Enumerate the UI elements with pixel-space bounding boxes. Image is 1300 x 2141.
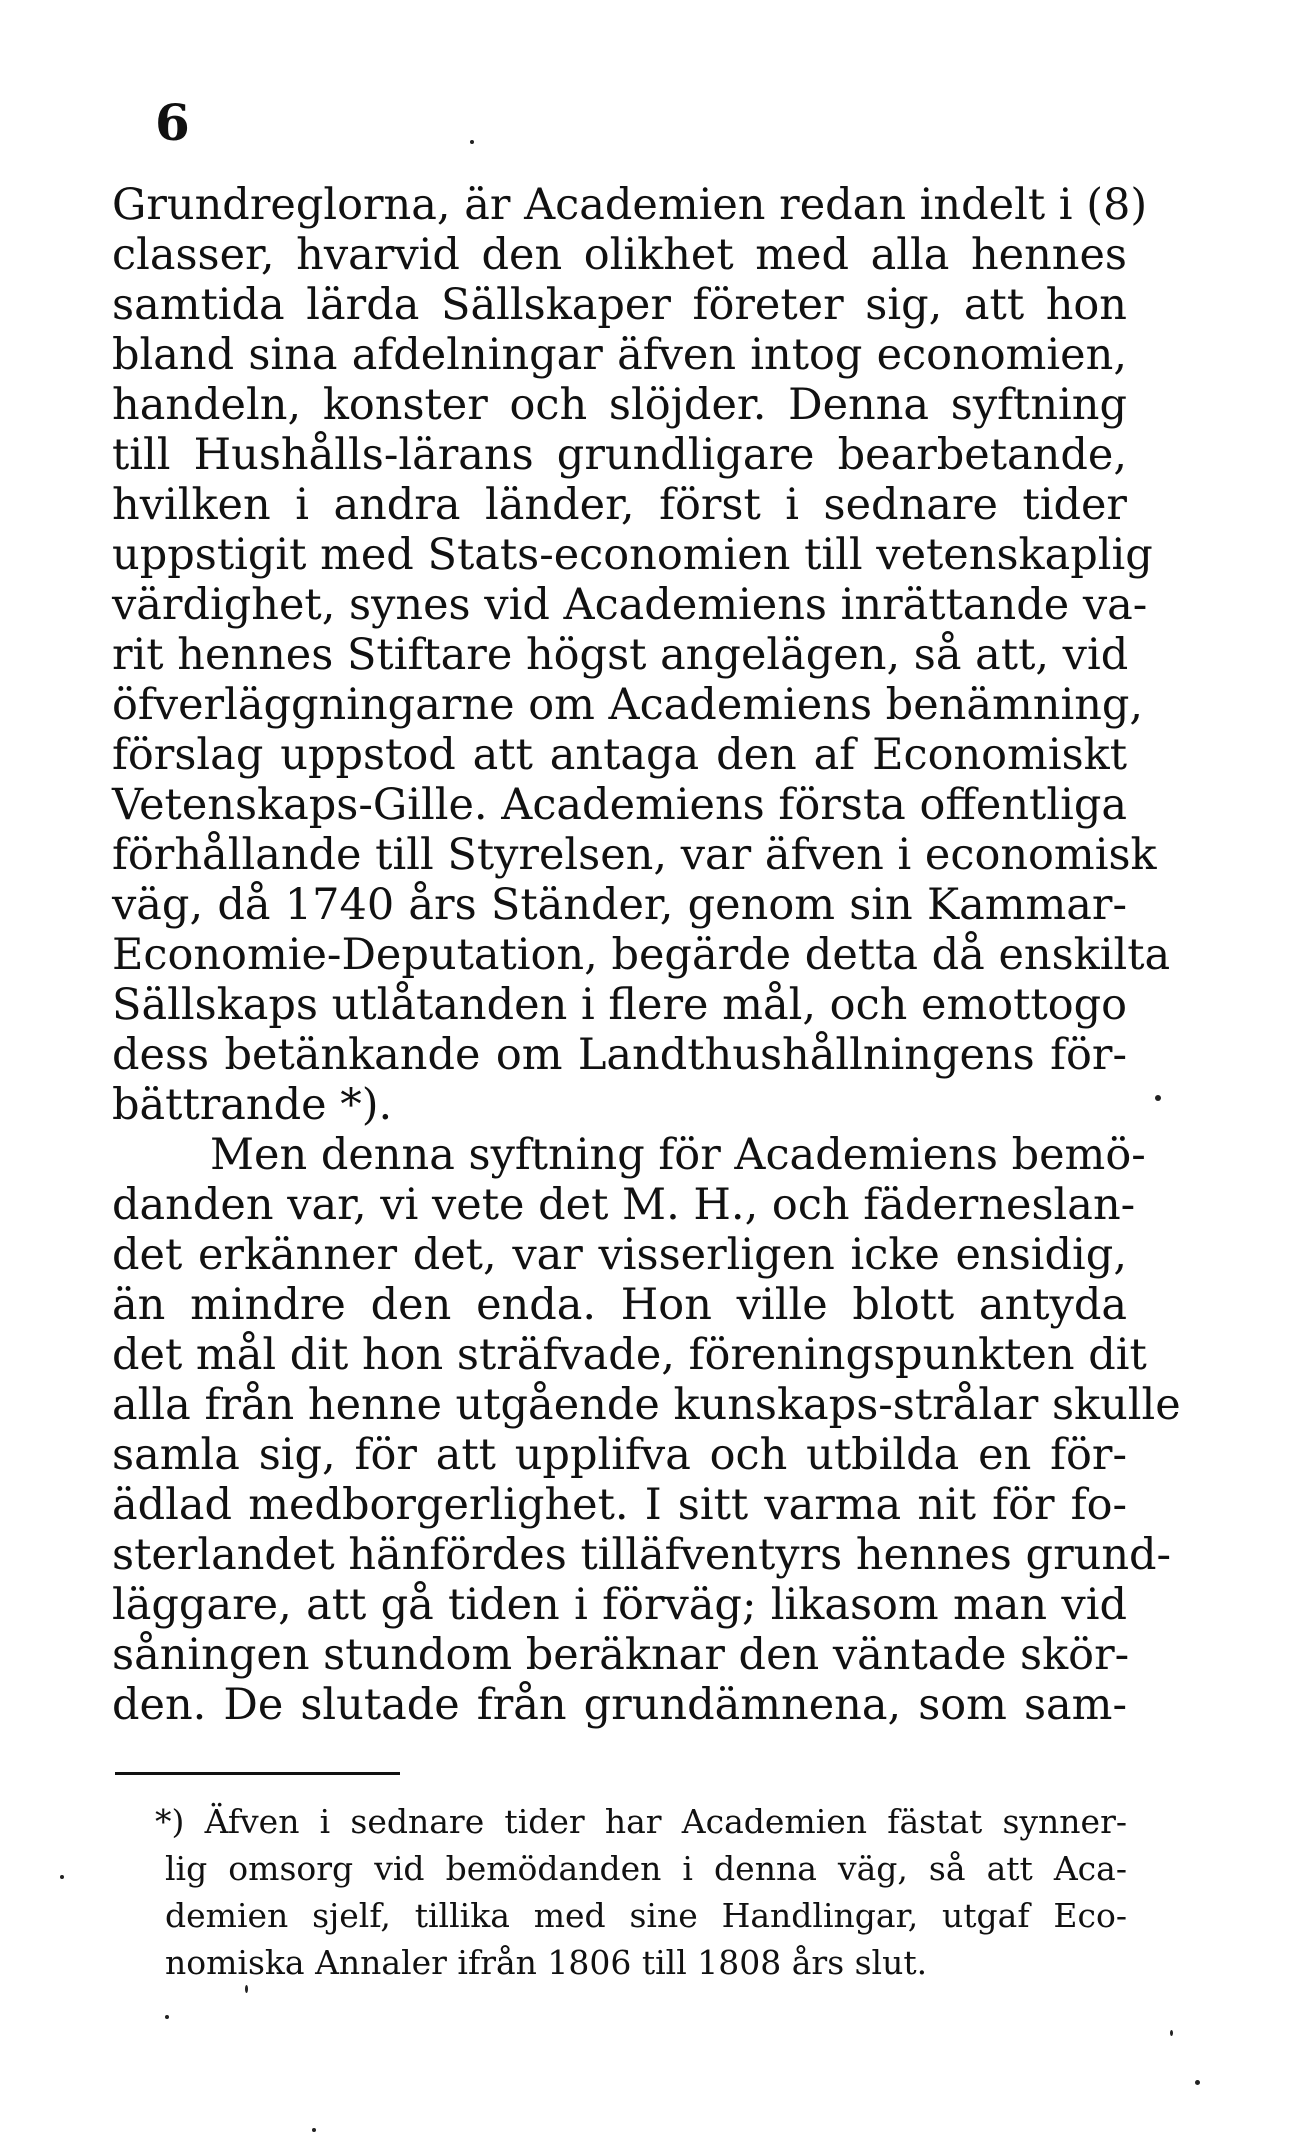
text-line: till Hushålls-lärans grundligare bearbetande, [112,430,1127,480]
scan-speck [470,140,474,144]
text-line: uppstigit med Stats-economien till vetenskaplig [112,530,1153,580]
text-line: rit hennes Stiftare högst angelägen, så att, vid [112,630,1129,680]
page-number: 6 [155,93,190,152]
text-line: värdighet, synes vid Academiens inrättande va- [112,580,1148,630]
body-text [112,180,1181,1730]
text-line: öfverläggningarne om Academiens benämning, [112,680,1144,730]
text-line: Men denna syftning för Academiens bemö- [210,1130,1146,1180]
text-line: än mindre den enda. Hon ville blott antyda [112,1280,1127,1330]
text-line: handeln, konster och slöjder. Denna syftning [112,380,1127,430]
scan-speck [1195,2080,1200,2085]
scan-speck [312,2128,316,2132]
footnote-line: *) Äfven i sednare tider har Academien fästat synner- [155,1802,1127,1841]
text-line: det mål dit hon sträfvade, föreningspunkten dit [112,1330,1147,1380]
text-line: bland sina afdelningar äfven intog economien, [112,330,1127,380]
footnote-line: nomiska Annaler ifrån 1806 till 1808 års slut. [165,1943,928,1982]
text-line: såningen stundom beräknar den väntade skör- [112,1630,1130,1680]
text-line: förslag uppstod att antaga den af Economiskt [112,730,1127,780]
text-line: Sällskaps utlåtanden i flere mål, och emottogo [112,980,1127,1030]
footnote-divider [115,1772,400,1775]
text-line: den. De slutade från grundämnena, som sam- [112,1680,1127,1730]
scan-speck [245,1985,248,1993]
text-line: läggare, att gå tiden i förväg; likasom man vid [112,1580,1127,1630]
text-line: väg, då 1740 års Ständer, genom sin Kammar- [112,880,1127,930]
text-line: alla från henne utgående kunskaps-strålar skulle [112,1380,1181,1430]
footnote [155,1798,1127,1986]
text-line: bättrande *). [112,1080,393,1130]
scan-speck [1155,1095,1161,1101]
text-line: danden var, vi vete det M. H., och fäderneslan- [112,1180,1136,1230]
text-line: Grundreglorna, är Academien redan indelt i (8) [112,180,1148,230]
footnote-line: demien sjelf, tillika med sine Handlingar, utgaf Eco- [165,1896,1127,1935]
text-line: hvilken i andra länder, först i sednare tider [112,480,1127,530]
text-line: Economie-Deputation, begärde detta då enskilta [112,930,1171,980]
text-line: dess betänkande om Landthushållningens för- [112,1030,1127,1080]
text-line: samtida lärda Sällskaper företer sig, att hon [112,280,1127,330]
text-line: förhållande till Styrelsen, var äfven i economisk [112,830,1157,880]
text-line: samla sig, för att upplifva och utbilda en för- [112,1430,1127,1480]
text-line: det erkänner det, var visserligen icke ensidig, [112,1230,1127,1280]
scan-speck [60,1875,64,1879]
scan-speck [1170,2030,1173,2036]
text-line: ädlad medborgerlighet. I sitt varma nit för fo- [112,1480,1127,1530]
scan-speck [165,2015,169,2019]
footnote-line: lig omsorg vid bemödanden i denna väg, så att Aca- [165,1849,1127,1888]
text-line: classer, hvarvid den olikhet med alla hennes [112,230,1127,280]
text-line: Vetenskaps-Gille. Academiens första offentliga [112,780,1127,830]
text-line: sterlandet hänfördes tilläfventyrs hennes grund- [112,1530,1172,1580]
